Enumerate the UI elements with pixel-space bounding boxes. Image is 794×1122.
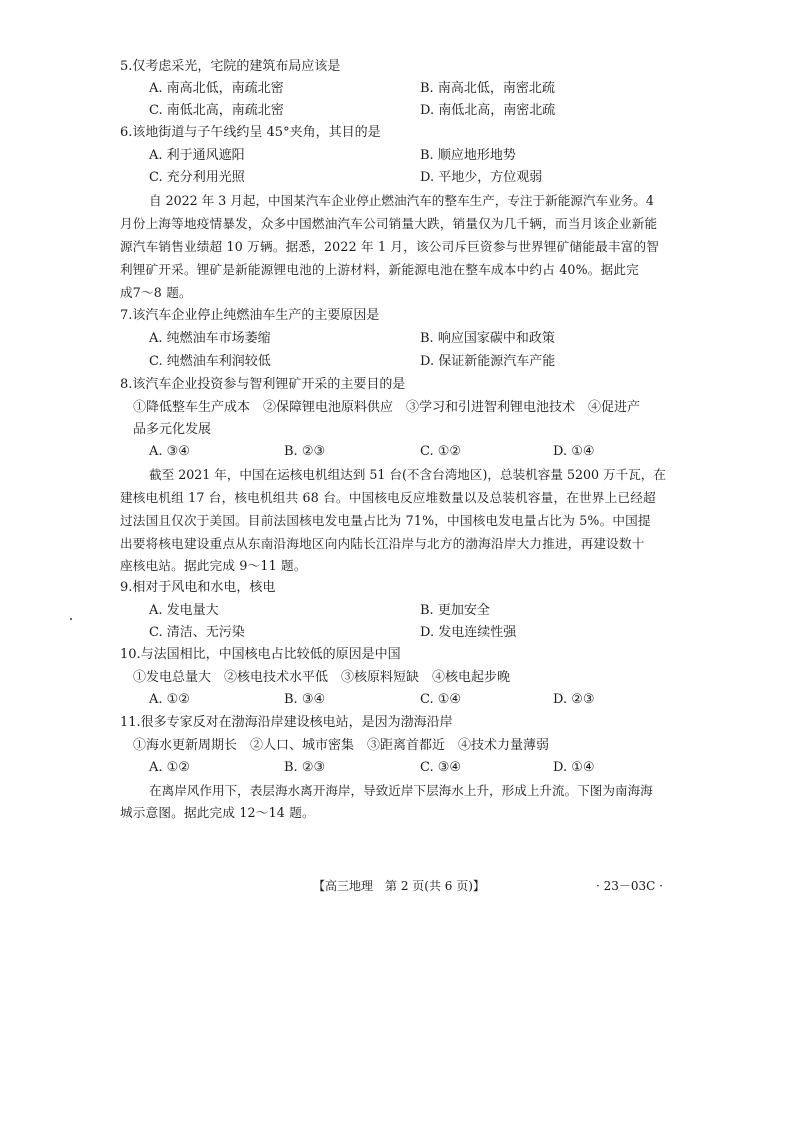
footer-code: · 23－03C · [596, 879, 663, 893]
passage-3-line-1: 在离岸风作用下，表层海水离开海岸，导致近岸下层海水上升，形成上升流。下图为南海海 [149, 783, 653, 798]
question-5-option-d: D. 南低北高，南密北疏 [420, 103, 556, 118]
question-10-option-d: D. ②③ [553, 692, 595, 707]
question-5-option-b: B. 南高北低，南密北疏 [420, 81, 555, 96]
question-6-option-c: C. 充分利用光照 [149, 170, 245, 185]
question-10-option-c: C. ①④ [420, 692, 462, 707]
question-11-option-d: D. ①④ [553, 760, 595, 775]
page-dot [70, 618, 72, 620]
question-9-option-c: C. 清洁、无污染 [149, 625, 245, 640]
question-7-option-c: C. 纯燃油车利润较低 [149, 354, 271, 369]
question-9-option-d: D. 发电连续性强 [420, 625, 517, 640]
passage-1-line-5: 成7～8 题。 [120, 285, 192, 300]
question-11-option-b: B. ②③ [284, 760, 326, 775]
question-6: 6.该地街道与子午线约呈 45°夹角，其目的是 [120, 125, 381, 140]
question-9-option-a: A. 发电量大 [149, 603, 219, 618]
question-11-option-c: C. ③④ [420, 760, 462, 775]
question-10-option-a: A. ①② [149, 692, 190, 707]
passage-2-line-2: 建核电机组 17 台，核电机组共 68 台。中国核电反应堆数量以及总装机容量，在世界上已经超 [120, 490, 656, 505]
question-7: 7.该汽车企业停止纯燃油车生产的主要原因是 [120, 308, 380, 323]
question-10-option-b: B. ③④ [284, 692, 326, 707]
question-7-option-d: D. 保证新能源汽车产能 [420, 354, 556, 369]
question-5: 5.仅考虑采光，宅院的建筑布局应该是 [120, 59, 341, 74]
question-8-option-a: A. ③④ [149, 444, 190, 459]
question-8-option-c: C. ①② [420, 444, 462, 459]
question-8-option-d: D. ①④ [553, 444, 595, 459]
passage-1-line-3: 源汽车销售业绩超 10 万辆。据悉，2022 年 1 月，该公司斥巨资参与世界锂矿储能最丰富的智 [120, 239, 660, 254]
question-6-option-d: D. 平地少，方位观弱 [420, 170, 543, 185]
question-8-statements-line-1: ①降低整车生产成本 ②保障锂电池原料供应 ③学习和引进智利锂电池技术 ④促进产 [133, 400, 641, 415]
passage-1-line-2: 月份上海等地疫情暴发，众多中国燃油汽车公司销量大跌，销量仅为几千辆，而当月该企业新能 [120, 216, 658, 231]
question-11-option-a: A. ①② [149, 760, 190, 775]
question-9: 9.相对于风电和水电，核电 [120, 580, 276, 595]
question-7-option-a: A. 纯燃油车市场萎缩 [149, 331, 271, 346]
question-9-option-b: B. 更加安全 [420, 603, 490, 618]
passage-2-line-3: 过法国且仅次于美国。目前法国核电发电量占比为 71%，中国核电发电量占比为 5%。中国提 [120, 513, 651, 528]
question-8: 8.该汽车企业投资参与智利锂矿开采的主要目的是 [120, 377, 406, 392]
question-7-option-b: B. 响应国家碳中和政策 [420, 331, 555, 346]
passage-2-line-4: 出要将核电建设重点从东南沿海地区向内陆长江沿岸与北方的渤海沿岸大力推进，再建设数十 [120, 536, 645, 551]
question-6-option-b: B. 顺应地形地势 [420, 148, 516, 163]
passage-1-line-4: 利锂矿开采。锂矿是新能源锂电池的上游材料，新能源电池在整车成本中约占 40%。据此完 [120, 262, 639, 277]
passage-2-line-5: 座核电站。据此完成 9～11 题。 [120, 558, 307, 573]
passage-2-line-1: 截至 2021 年，中国在运核电机组达到 51 台(不含台湾地区)，总装机容量 5200 万千瓦，在 [149, 467, 666, 482]
question-6-option-a: A. 利于通风遮阳 [149, 148, 245, 163]
passage-1-line-1: 自 2022 年 3 月起，中国某汽车企业停止燃油汽车的整车生产，专注于新能源汽车业务。4 [149, 193, 654, 208]
passage-3-line-2: 城示意图。据此完成 12～14 题。 [120, 805, 315, 820]
footer-page-info: 【高三地理 第 2 页(共 6 页)】 [313, 879, 485, 893]
question-10: 10.与法国相比，中国核电占比较低的原因是中国 [120, 647, 401, 662]
question-5-option-a: A. 南高北低，南疏北密 [149, 81, 284, 96]
question-11: 11.很多专家反对在渤海沿岸建设核电站，是因为渤海沿岸 [120, 715, 453, 730]
question-8-statements-line-2: 品多元化发展 [133, 422, 212, 437]
question-8-option-b: B. ②③ [284, 444, 326, 459]
question-11-statements: ①海水更新周期长 ②人口、城市密集 ③距离首都近 ④技术力量薄弱 [133, 738, 550, 753]
question-10-statements: ①发电总量大 ②核电技术水平低 ③核原料短缺 ④核电起步晚 [133, 670, 511, 685]
question-5-option-c: C. 南低北高，南疏北密 [149, 103, 284, 118]
